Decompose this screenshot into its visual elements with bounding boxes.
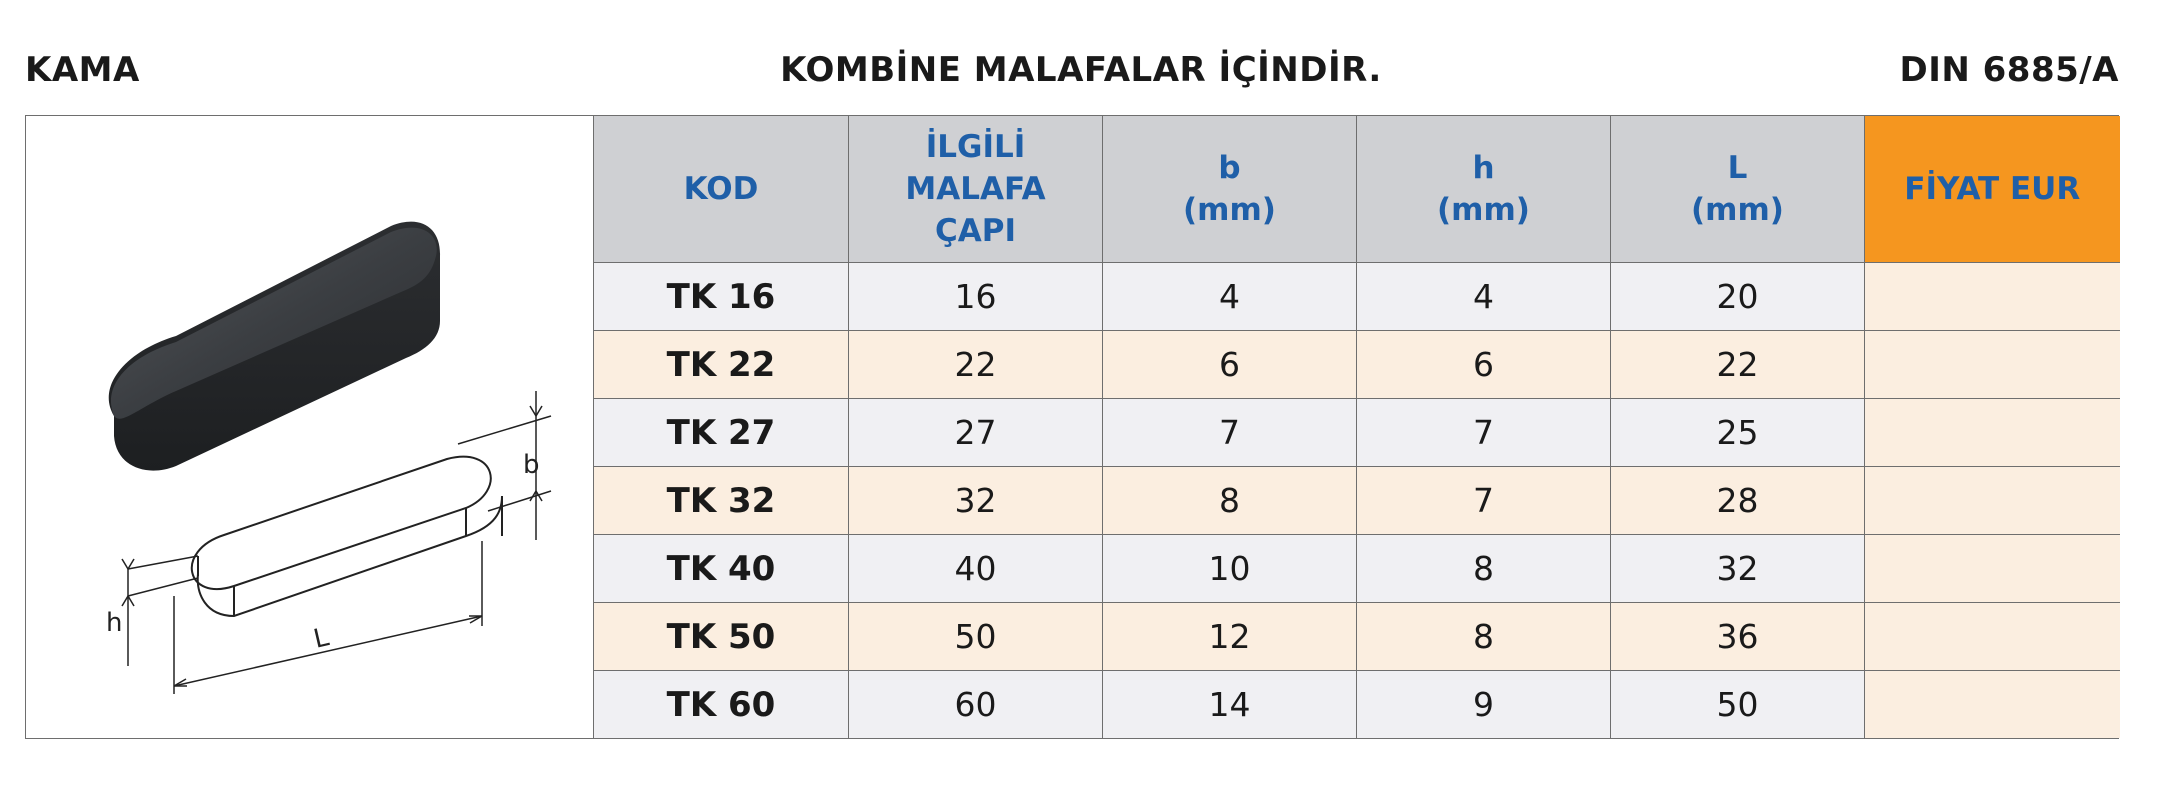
table-row [594,331,2120,399]
subtitle: KOMBİNE MALAFALAR İÇİNDİR. [780,50,1382,90]
cell-h: 4 [1357,263,1611,331]
cell-L: 28 [1611,467,1865,535]
cell-fiyat [1865,467,2120,535]
table-row [594,671,2120,739]
cell-fiyat [1865,535,2120,603]
cell-b: 7 [1103,399,1357,467]
cell-h: 6 [1357,331,1611,399]
cell-fiyat [1865,603,2120,671]
standard-code: DIN 6885/A [1899,50,2119,90]
spec-table [593,116,2120,738]
cell-fiyat [1865,671,2120,739]
cell-cap: 40 [849,535,1103,603]
cell-b: 8 [1103,467,1357,535]
cell-h: 8 [1357,603,1611,671]
cell-kod: TK 60 [594,671,849,739]
cell-b: 12 [1103,603,1357,671]
col-header-h: h (mm) [1357,116,1611,263]
col-header-b: b (mm) [1103,116,1357,263]
dim-label-b: b [523,450,540,480]
cell-b: 4 [1103,263,1357,331]
table-row [594,263,2120,331]
table-row [594,603,2120,671]
cell-h: 8 [1357,535,1611,603]
cell-h: 7 [1357,399,1611,467]
cell-cap: 32 [849,467,1103,535]
table-row [594,467,2120,535]
cell-fiyat [1865,399,2120,467]
cell-fiyat [1865,331,2120,399]
col-header-fiyat: FİYAT EUR [1865,116,2120,263]
cell-L: 22 [1611,331,1865,399]
cell-L: 36 [1611,603,1865,671]
cell-cap: 27 [849,399,1103,467]
cell-kod: TK 16 [594,263,849,331]
key-photo [109,222,440,471]
product-figure [26,116,592,738]
key-line-drawing [192,457,502,616]
cell-h: 9 [1357,671,1611,739]
col-header-L: L (mm) [1611,116,1865,263]
table-header-row [594,116,2120,263]
cell-b: 10 [1103,535,1357,603]
col-header-malafa-capi: İLGİLİ MALAFA ÇAPI [849,116,1103,263]
page-title: KAMA [25,50,140,90]
dim-label-h: h [106,608,123,638]
cell-kod: TK 50 [594,603,849,671]
cell-L: 25 [1611,399,1865,467]
cell-kod: TK 22 [594,331,849,399]
cell-L: 20 [1611,263,1865,331]
cell-h: 7 [1357,467,1611,535]
cell-b: 14 [1103,671,1357,739]
cell-cap: 60 [849,671,1103,739]
table-row [594,399,2120,467]
product-panel [25,115,2119,739]
cell-cap: 22 [849,331,1103,399]
cell-fiyat [1865,263,2120,331]
cell-cap: 50 [849,603,1103,671]
cell-L: 32 [1611,535,1865,603]
cell-cap: 16 [849,263,1103,331]
cell-b: 6 [1103,331,1357,399]
dim-label-L: L [310,622,332,655]
key-illustration [26,116,592,738]
table-row [594,535,2120,603]
cell-kod: TK 32 [594,467,849,535]
col-header-kod: KOD [594,116,849,263]
cell-kod: TK 27 [594,399,849,467]
cell-kod: TK 40 [594,535,849,603]
cell-L: 50 [1611,671,1865,739]
